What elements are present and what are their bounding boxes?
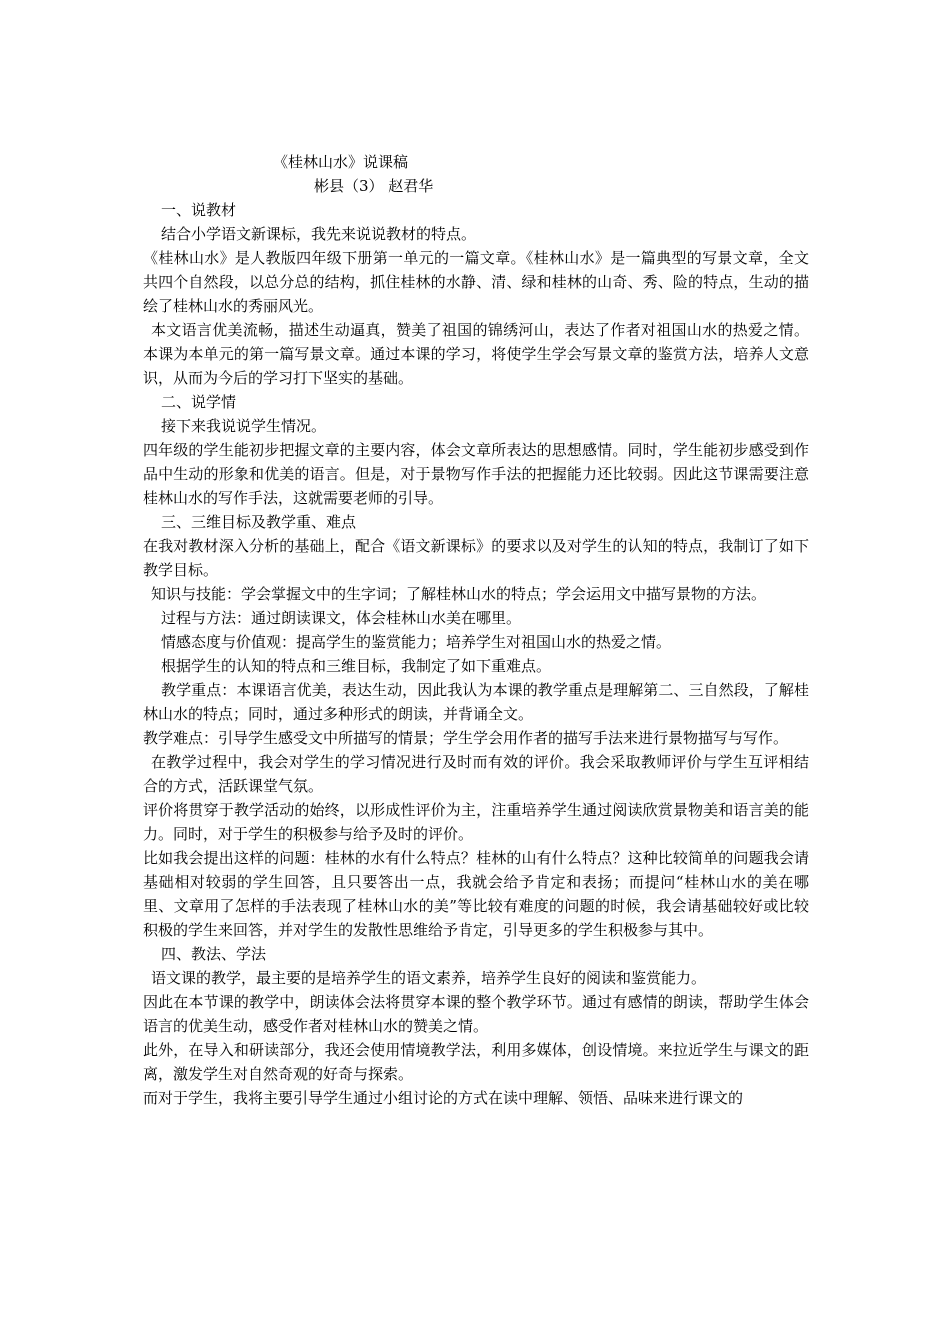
paragraph: 因此在本节课的教学中，朗读体会法将贯穿本课的整个教学环节。通过有感情的朗读，帮助学生体会语言的优美生动，感受作者对桂林山水的赞美之情。: [143, 993, 809, 1035]
section-heading-objectives: 三、三维目标及教学重、难点: [161, 513, 357, 531]
paragraph: 四年级的学生能初步把握文章的主要内容，体会文章所表达的思想感情。同时，学生能初步感受到作品中生动的形象和优美的语言。但是，对于景物写作手法的把握能力还比较弱。因此这节课需要注意桂林山水的写作手法，这就需要老师的引导。: [143, 441, 809, 507]
paragraph: 而对于学生，我将主要引导学生通过小组讨论的方式在读中理解、领悟、品味来进行课文的: [143, 1089, 744, 1107]
document-body: [143, 150, 809, 1110]
paragraph: 评价将贯穿于教学活动的始终，以形成性评价为主，注重培养学生通过阅读欣赏景物美和语言美的能力。同时，对于学生的积极参与给予及时的评价。: [143, 801, 809, 843]
paragraph: 知识与技能：学会掌握文中的生字词；了解桂林山水的特点；学会运用文中描写景物的方法。: [151, 585, 767, 603]
document-title: 《桂林山水》说课稿: [273, 153, 409, 171]
section-heading-students: 二、说学情: [161, 393, 237, 411]
paragraph: 结合小学语文新课标，我先来说说教材的特点。: [161, 225, 477, 243]
paragraph: 教学重点：本课语言优美，表达生动，因此我认为本课的教学重点是理解第二、三自然段，了解桂林山水的特点；同时，通过多种形式的朗读，并背诵全文。: [143, 681, 809, 723]
document-author: 彬县（3） 赵君华: [314, 177, 434, 195]
paragraph: 教学难点：引导学生感受文中所描写的情景；学生学会用作者的描写手法来进行景物描写与写作。: [143, 729, 789, 747]
paragraph: 在教学过程中，我会对学生的学习情况进行及时而有效的评价。我会采取教师评价与学生互评相结合的方式，活跃课堂气氛。: [143, 753, 809, 795]
paragraph: 语文课的教学，最主要的是培养学生的语文素养，培养学生良好的阅读和鉴赏能力。: [151, 969, 707, 987]
section-heading-methods: 四、教法、学法: [161, 945, 267, 963]
paragraph: 根据学生的认知的特点和三维目标，我制定了如下重难点。: [161, 657, 552, 675]
paragraph: 比如我会提出这样的问题：桂林的水有什么特点？桂林的山有什么特点？这种比较简单的问题我会请基础相对较弱的学生回答，且只要答出一点，我就会给予肯定和表扬；而提问“桂林山水的美在哪里、文章用了怎样的手法表现了桂林山水的美”等比较有难度的问题的时候，我会请基础较好或比较积极的学生来回答，并对学生的发散性思维给予肯定，引导更多的学生积极参与其中。: [143, 849, 809, 939]
paragraph: 此外，在导入和研读部分，我还会使用情境教学法，利用多媒体，创设情境。来拉近学生与课文的距离，激发学生对自然奇观的好奇与探索。: [143, 1041, 809, 1083]
paragraph: 《桂林山水》是人教版四年级下册第一单元的一篇文章。《桂林山水》是一篇典型的写景文章，全文共四个自然段，以总分总的结构，抓住桂林的水静、清、绿和桂林的山奇、秀、险的特点，生动的描绘了桂林山水的秀丽风光。: [143, 249, 809, 315]
paragraph: 在我对教材深入分析的基础上，配合《语文新课标》的要求以及对学生的认知的特点，我制订了如下教学目标。: [143, 537, 809, 579]
paragraph: 接下来我说说学生情况。: [161, 417, 327, 435]
paragraph: 本文语言优美流畅，描述生动逼真，赞美了祖国的锦绣河山，表达了作者对祖国山水的热爱之情。本课为本单元的第一篇写景文章。通过本课的学习，将使学生学会写景文章的鉴赏方法，培养人文意识，从而为今后的学习打下坚实的基础。: [143, 321, 809, 387]
section-heading-textbook: 一、说教材: [161, 201, 237, 219]
paragraph: 情感态度与价值观：提高学生的鉴赏能力；培养学生对祖国山水的热爱之情。: [161, 633, 672, 651]
paragraph: 过程与方法：通过朗读课文，体会桂林山水美在哪里。: [161, 609, 522, 627]
